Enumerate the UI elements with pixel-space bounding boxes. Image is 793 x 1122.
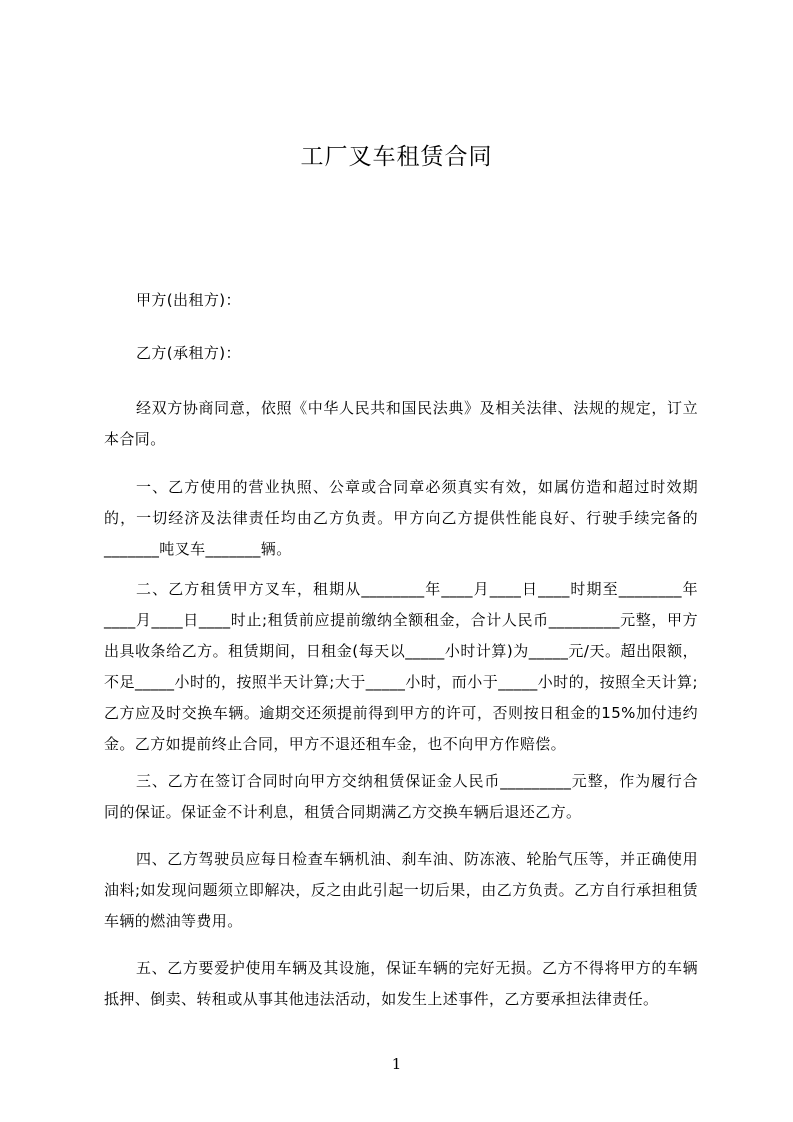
page-title: 工厂叉车租赁合同 [300,144,493,170]
party-b-line: 乙方(承租方)： [136,344,241,362]
clause-4-paragraph: 四、乙方驾驶员应每日检查车辆机油、刹车油、防冻液、轮胎气压等，并正确使用油料;如发现问题须立即解决，反之由此引起一切后果，由乙方负责。乙方自行承担租赁车辆的燃油等费用。 [104,850,698,930]
party-a-line: 甲方(出租方)： [136,291,241,309]
clause-2-paragraph: 二、乙方租赁甲方叉车，租期从________年____月____日____时期至________年____月____日____时止;租赁前应提前缴纳全额租金，合计人民币_________元整，甲方出具收条给乙方。租赁期间，日租金(每天以_____小时计算)为_____元/天。超出限额，不足_____小时的，按照半天计算;大于_____小时，而小于_____小时的，按照全天计算;乙方应及时交换车辆。逾期交还须提前得到甲方的许可，否则按日租金的15%加付违约金。乙方如提前终止合同，甲方不退还租车金，也不向甲方作赔偿。 [104,580,698,753]
clause-5-paragraph: 五、乙方要爱护使用车辆及其设施，保证车辆的完好无损。乙方不得将甲方的车辆抵押、倒卖、转租或从事其他违法活动，如发生上述事件，乙方要承担法律责任。 [104,959,698,1008]
clause-1-paragraph: 一、乙方使用的营业执照、公章或合同章必须真实有效，如属仿造和超过时效期的，一切经济及法律责任均由乙方负责。甲方向乙方提供性能良好、行驶手续完备的_______吨叉车_______辆。 [104,478,698,558]
preamble-paragraph: 经双方协商同意，依照《中华人民共和国民法典》及相关法律、法规的规定，订立本合同。 [104,399,698,448]
clause-3-paragraph: 三、乙方在签订合同时向甲方交纳租赁保证金人民币_________元整，作为履行合同的保证。保证金不计利息，租赁合同期满乙方交换车辆后退还乙方。 [104,772,698,821]
page-number: 1 [391,1055,402,1073]
